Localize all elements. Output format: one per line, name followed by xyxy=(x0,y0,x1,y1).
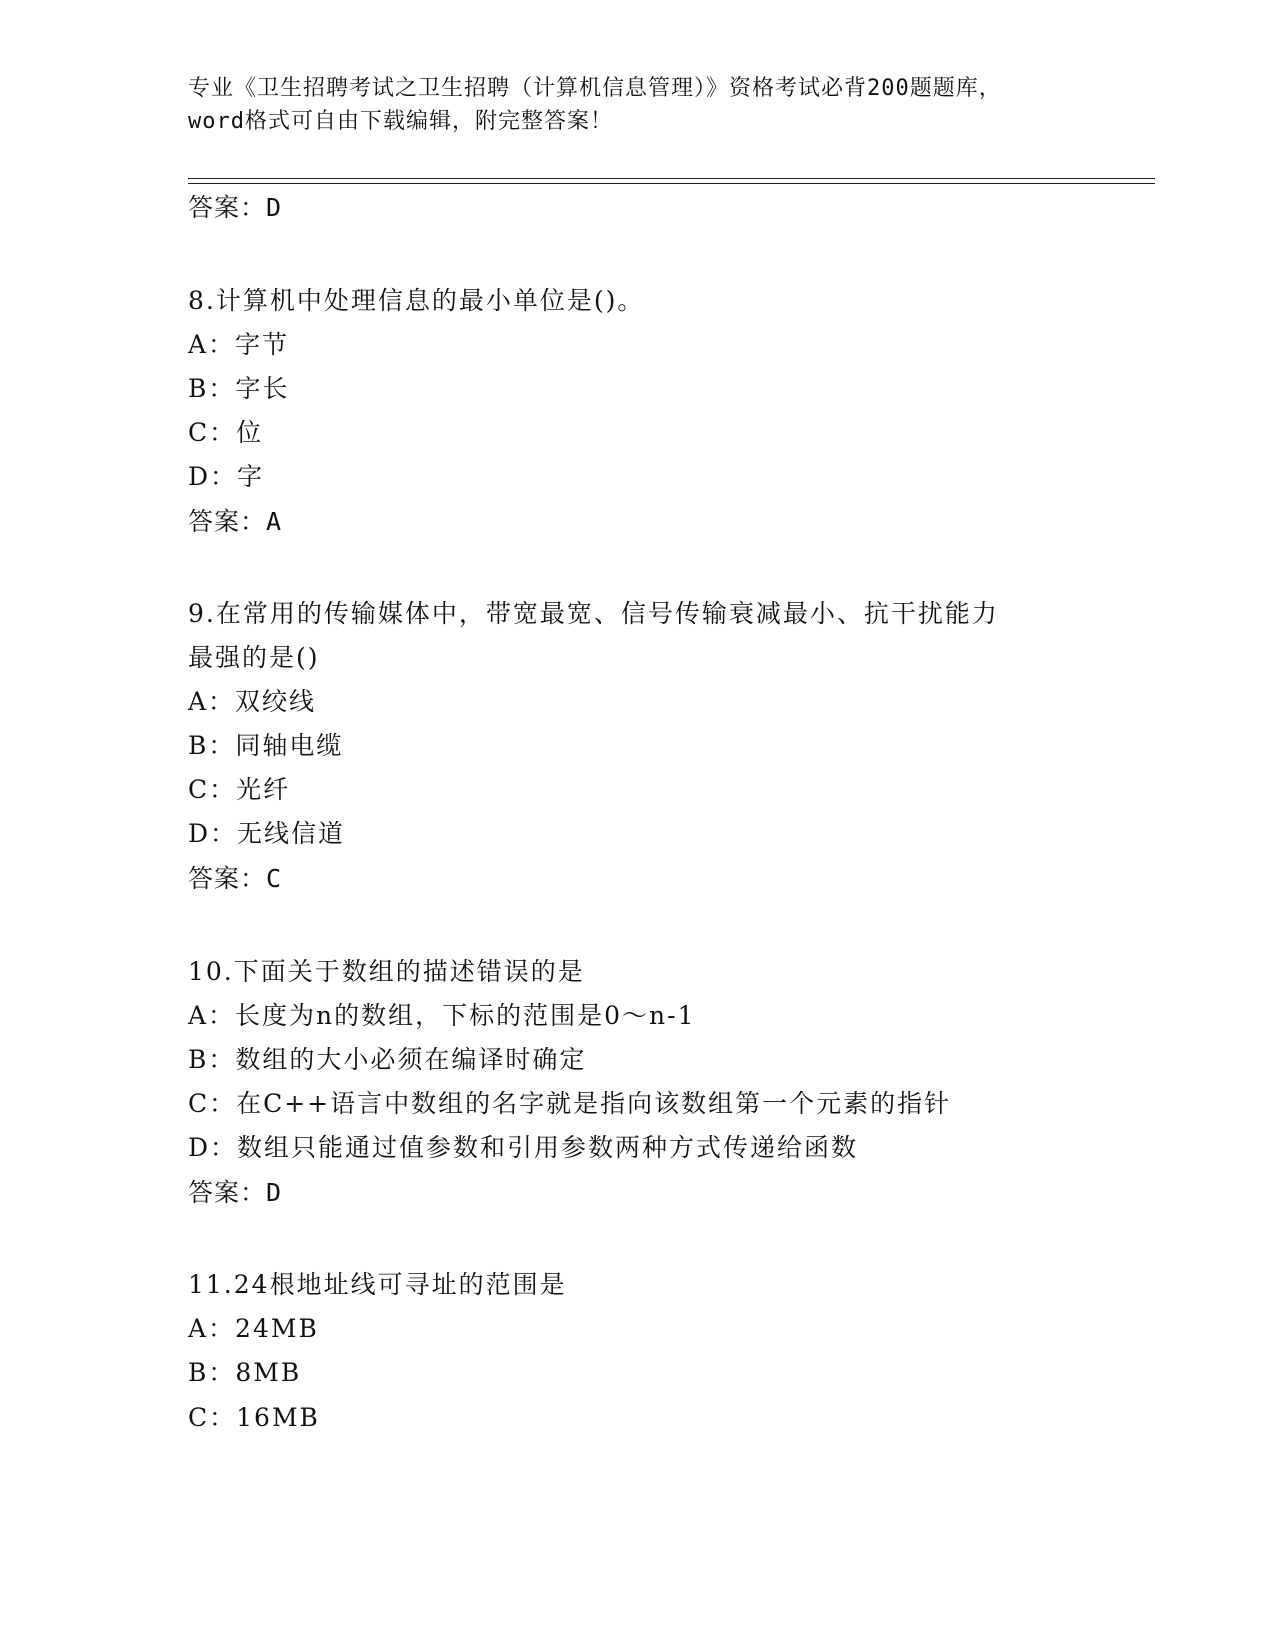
option-d: D：字 xyxy=(188,462,265,491)
answer-line: 答案：C xyxy=(188,864,283,893)
header-title-line-2: word格式可自由下载编辑，附完整答案！ xyxy=(188,109,613,134)
answer-line: 答案：A xyxy=(188,507,283,536)
option-c: C：光纤 xyxy=(188,775,291,804)
option-c: C：16MB xyxy=(188,1403,320,1432)
question-stem-line-2: 最强的是() xyxy=(188,643,320,672)
option-a: A：24MB xyxy=(188,1314,319,1343)
question-stem: 10.下面关于数组的描述错误的是 xyxy=(188,957,585,986)
option-c: C：位 xyxy=(188,418,264,447)
header-double-rule xyxy=(188,178,1155,184)
option-d: D：无线信道 xyxy=(188,819,346,848)
question-stem: 11.24根地址线可寻址的范围是 xyxy=(188,1270,567,1299)
option-c: C：在C++语言中数组的名字就是指向该数组第一个元素的指针 xyxy=(188,1089,952,1118)
question-stem-line-1: 9.在常用的传输媒体中，带宽最宽、信号传输衰减最小、抗干扰能力 xyxy=(188,599,999,628)
header-title-line-1: 专业《卫生招聘考试之卫生招聘（计算机信息管理）》资格考试必背200题题库， xyxy=(188,76,1002,101)
question-stem: 8.计算机中处理信息的最小单位是()。 xyxy=(188,286,645,315)
option-a: A：双绞线 xyxy=(188,687,317,716)
document-header xyxy=(188,72,1108,138)
option-a: A：字节 xyxy=(188,330,290,359)
option-d: D：数组只能通过值参数和引用参数两种方式传递给函数 xyxy=(188,1133,859,1162)
option-b: B：字长 xyxy=(188,374,290,403)
option-b: B：数组的大小必须在编译时确定 xyxy=(188,1045,587,1074)
option-b: B：8MB xyxy=(188,1358,302,1387)
answer-line: 答案：D xyxy=(188,1178,283,1207)
answer-line: 答案：D xyxy=(188,193,283,222)
option-b: B：同轴电缆 xyxy=(188,731,344,760)
option-a: A：长度为n的数组，下标的范围是0～n-1 xyxy=(188,1001,696,1030)
